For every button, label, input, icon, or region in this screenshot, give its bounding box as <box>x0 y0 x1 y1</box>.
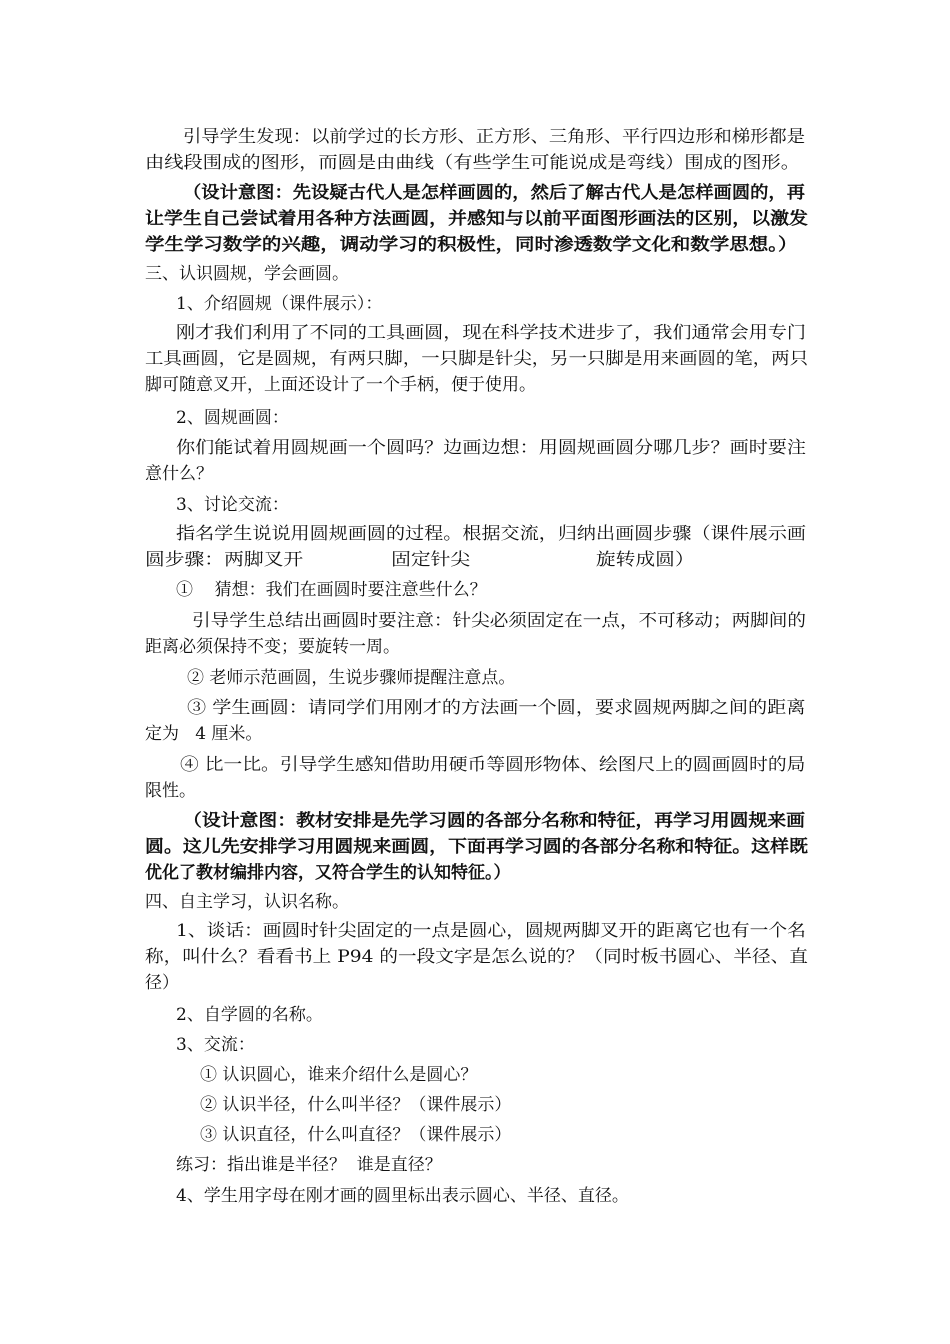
paragraph-line: 距离必须保持不变；要旋转一周。 <box>145 637 400 657</box>
paragraph-line: 刚才我们利用了不同的工具画圆，现在科学技术进步了，我们通常会用专门 <box>176 323 806 343</box>
list-item: ③ 学生画圆：请同学们用刚才的方法画一个圆，要求圆规两脚之间的距离 <box>187 698 806 718</box>
paragraph-line: 定为 4 厘米。 <box>145 724 263 744</box>
paragraph-line: 限性。 <box>145 781 196 801</box>
paragraph-line: 称，叫什么？看看书上 P94 的一段文字是怎么说的？（同时板书圆心、半径、直 <box>145 947 808 967</box>
design-intent-line: 优化了教材编排内容，又符合学生的认知特征。） <box>145 863 511 883</box>
paragraph-line: 圆步骤：两脚叉开 固定针尖 旋转成圆） <box>145 550 695 570</box>
design-intent-line: 让学生自己尝试着用各种方法画圆，并感知与以前平面图形画法的区别，以激发 <box>145 209 808 229</box>
paragraph-line: 引导学生总结出画圆时要注意：针尖必须固定在一点，不可移动；两脚间的 <box>192 611 806 631</box>
paragraph-line: 脚可随意叉开，上面还设计了一个手柄，便于使用。 <box>145 375 536 395</box>
step-heading: 2、圆规画圆： <box>176 408 289 428</box>
section-heading: 四、自主学习，认识名称。 <box>145 892 349 912</box>
list-item: ③ 认识直径，什么叫直径？（课件展示） <box>200 1125 512 1145</box>
design-intent-line: 圆。这儿先安排学习用圆规来画圆，下面再学习圆的各部分名称和特征。这样既 <box>145 837 808 857</box>
list-item: ① 认识圆心，谁来介绍什么是圆心？ <box>200 1065 478 1085</box>
paragraph-line: 引导学生发现：以前学过的长方形、正方形、三角形、平行四边形和梯形都是 <box>183 127 805 147</box>
step-heading: 1、介绍圆规（课件展示）： <box>176 294 383 314</box>
step-heading: 3、交流： <box>176 1035 255 1055</box>
paragraph-line: 4、学生用字母在刚才画的圆里标出表示圆心、半径、直径。 <box>176 1186 629 1206</box>
paragraph-line: 径） <box>145 973 179 993</box>
list-item: ④ 比一比。引导学生感知借助用硬币等圆形物体、绘图尺上的圆画圆时的局 <box>180 755 806 775</box>
design-intent-line: （设计意图：教材安排是先学习圆的各部分名称和特征，再学习用圆规来画 <box>183 811 805 831</box>
section-heading: 三、认识圆规，学会画圆。 <box>145 264 349 284</box>
paragraph-line: 工具画圆，它是圆规，有两只脚，一只脚是针尖，另一只脚是用来画圆的笔，两只 <box>145 349 808 369</box>
step-heading: 2、自学圆的名称。 <box>176 1005 323 1025</box>
design-intent-line: （设计意图：先设疑古代人是怎样画圆的，然后了解古代人是怎样画圆的，再 <box>183 183 805 203</box>
design-intent-line: 学生学习数学的兴趣，调动学习的积极性，同时渗透数学文化和数学思想。） <box>145 235 798 255</box>
list-item: ① 猜想：我们在画圆时要注意些什么？ <box>176 580 487 600</box>
list-item: ② 认识半径，什么叫半径？（课件展示） <box>200 1095 512 1115</box>
paragraph-line: 指名学生说说用圆规画圆的过程。根据交流，归纳出画圆步骤（课件展示画 <box>176 524 806 544</box>
paragraph-line: 练习：指出谁是半径？ 谁是直径？ <box>176 1155 442 1175</box>
step-heading: 3、讨论交流： <box>176 495 289 515</box>
paragraph-line: 你们能试着用圆规画一个圆吗？边画边想：用圆规画圆分哪几步？画时要注 <box>176 438 806 458</box>
paragraph-line: 由线段围成的图形，而圆是由曲线（有些学生可能说成是弯线）围成的图形。 <box>145 153 801 173</box>
list-item: ② 老师示范画圆，生说步骤师提醒注意点。 <box>187 668 516 688</box>
paragraph-line: 1、谈话：画圆时针尖固定的一点是圆心，圆规两脚叉开的距离它也有一个名 <box>176 921 806 941</box>
paragraph-line: 意什么？ <box>145 464 213 484</box>
